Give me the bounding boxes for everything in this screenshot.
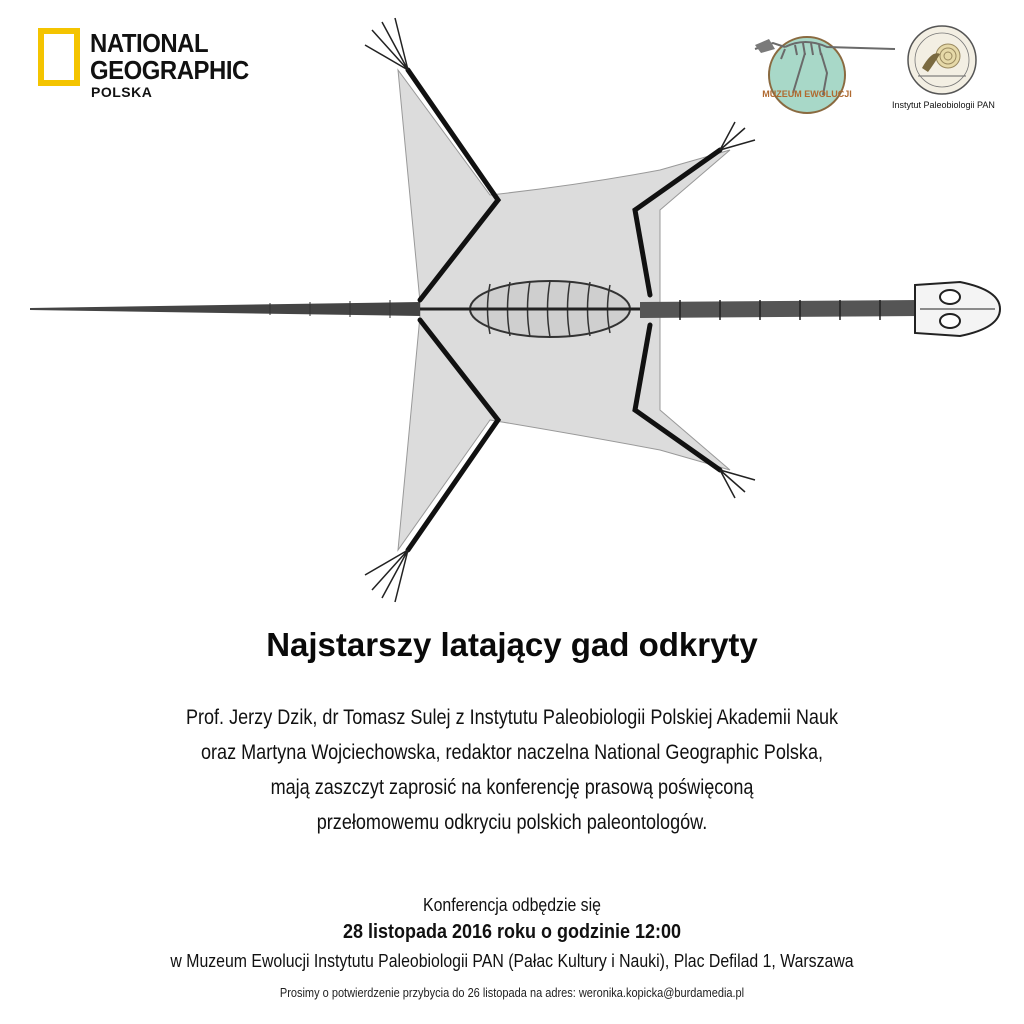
ng-logo-sub: POLSKA	[91, 84, 153, 100]
muzeum-logo-text: MUZEUM EWOLUCJI	[762, 89, 852, 99]
tail	[30, 302, 420, 316]
body-line: Prof. Jerzy Dzik, dr Tomasz Sulej z Instytutu Paleobiologii Polskiej Akademii Nauk	[185, 706, 839, 729]
ng-logo-line2: GEOGRAPHIC	[90, 55, 249, 85]
body-line: przełomowemu odkryciu polskich paleontologów.	[316, 811, 708, 834]
conference-intro: Konferencja odbędzie się	[423, 895, 601, 915]
reptile-skeleton-illustration	[20, 10, 1020, 610]
skull	[915, 282, 1000, 336]
neck	[640, 300, 920, 318]
body-line: mają zaszczyt zaprosić na konferencję prasową poświęconą	[270, 776, 754, 799]
invitation-body	[72, 700, 953, 840]
invitation-title: Najstarszy latający gad odkryty	[266, 626, 758, 663]
rsvp-note: Prosimy o potwierdzenie przybycia do 26 listopada na adres: weronika.kopicka@burdamedia.pl	[279, 986, 745, 1000]
ng-logo-line1: NATIONAL	[90, 28, 209, 58]
pan-label: Instytut Paleobiologii PAN	[892, 100, 995, 110]
conference-place: w Muzeum Ewolucji Instytutu Paleobiologii PAN (Pałac Kultury i Nauki), Plac Defilad 1, Warszawa	[170, 951, 854, 971]
conference-date: 28 listopada 2016 roku o godzinie 12:00	[342, 921, 682, 943]
body-line: oraz Martyna Wojciechowska, redaktor naczelna National Geographic Polska,	[200, 741, 824, 764]
